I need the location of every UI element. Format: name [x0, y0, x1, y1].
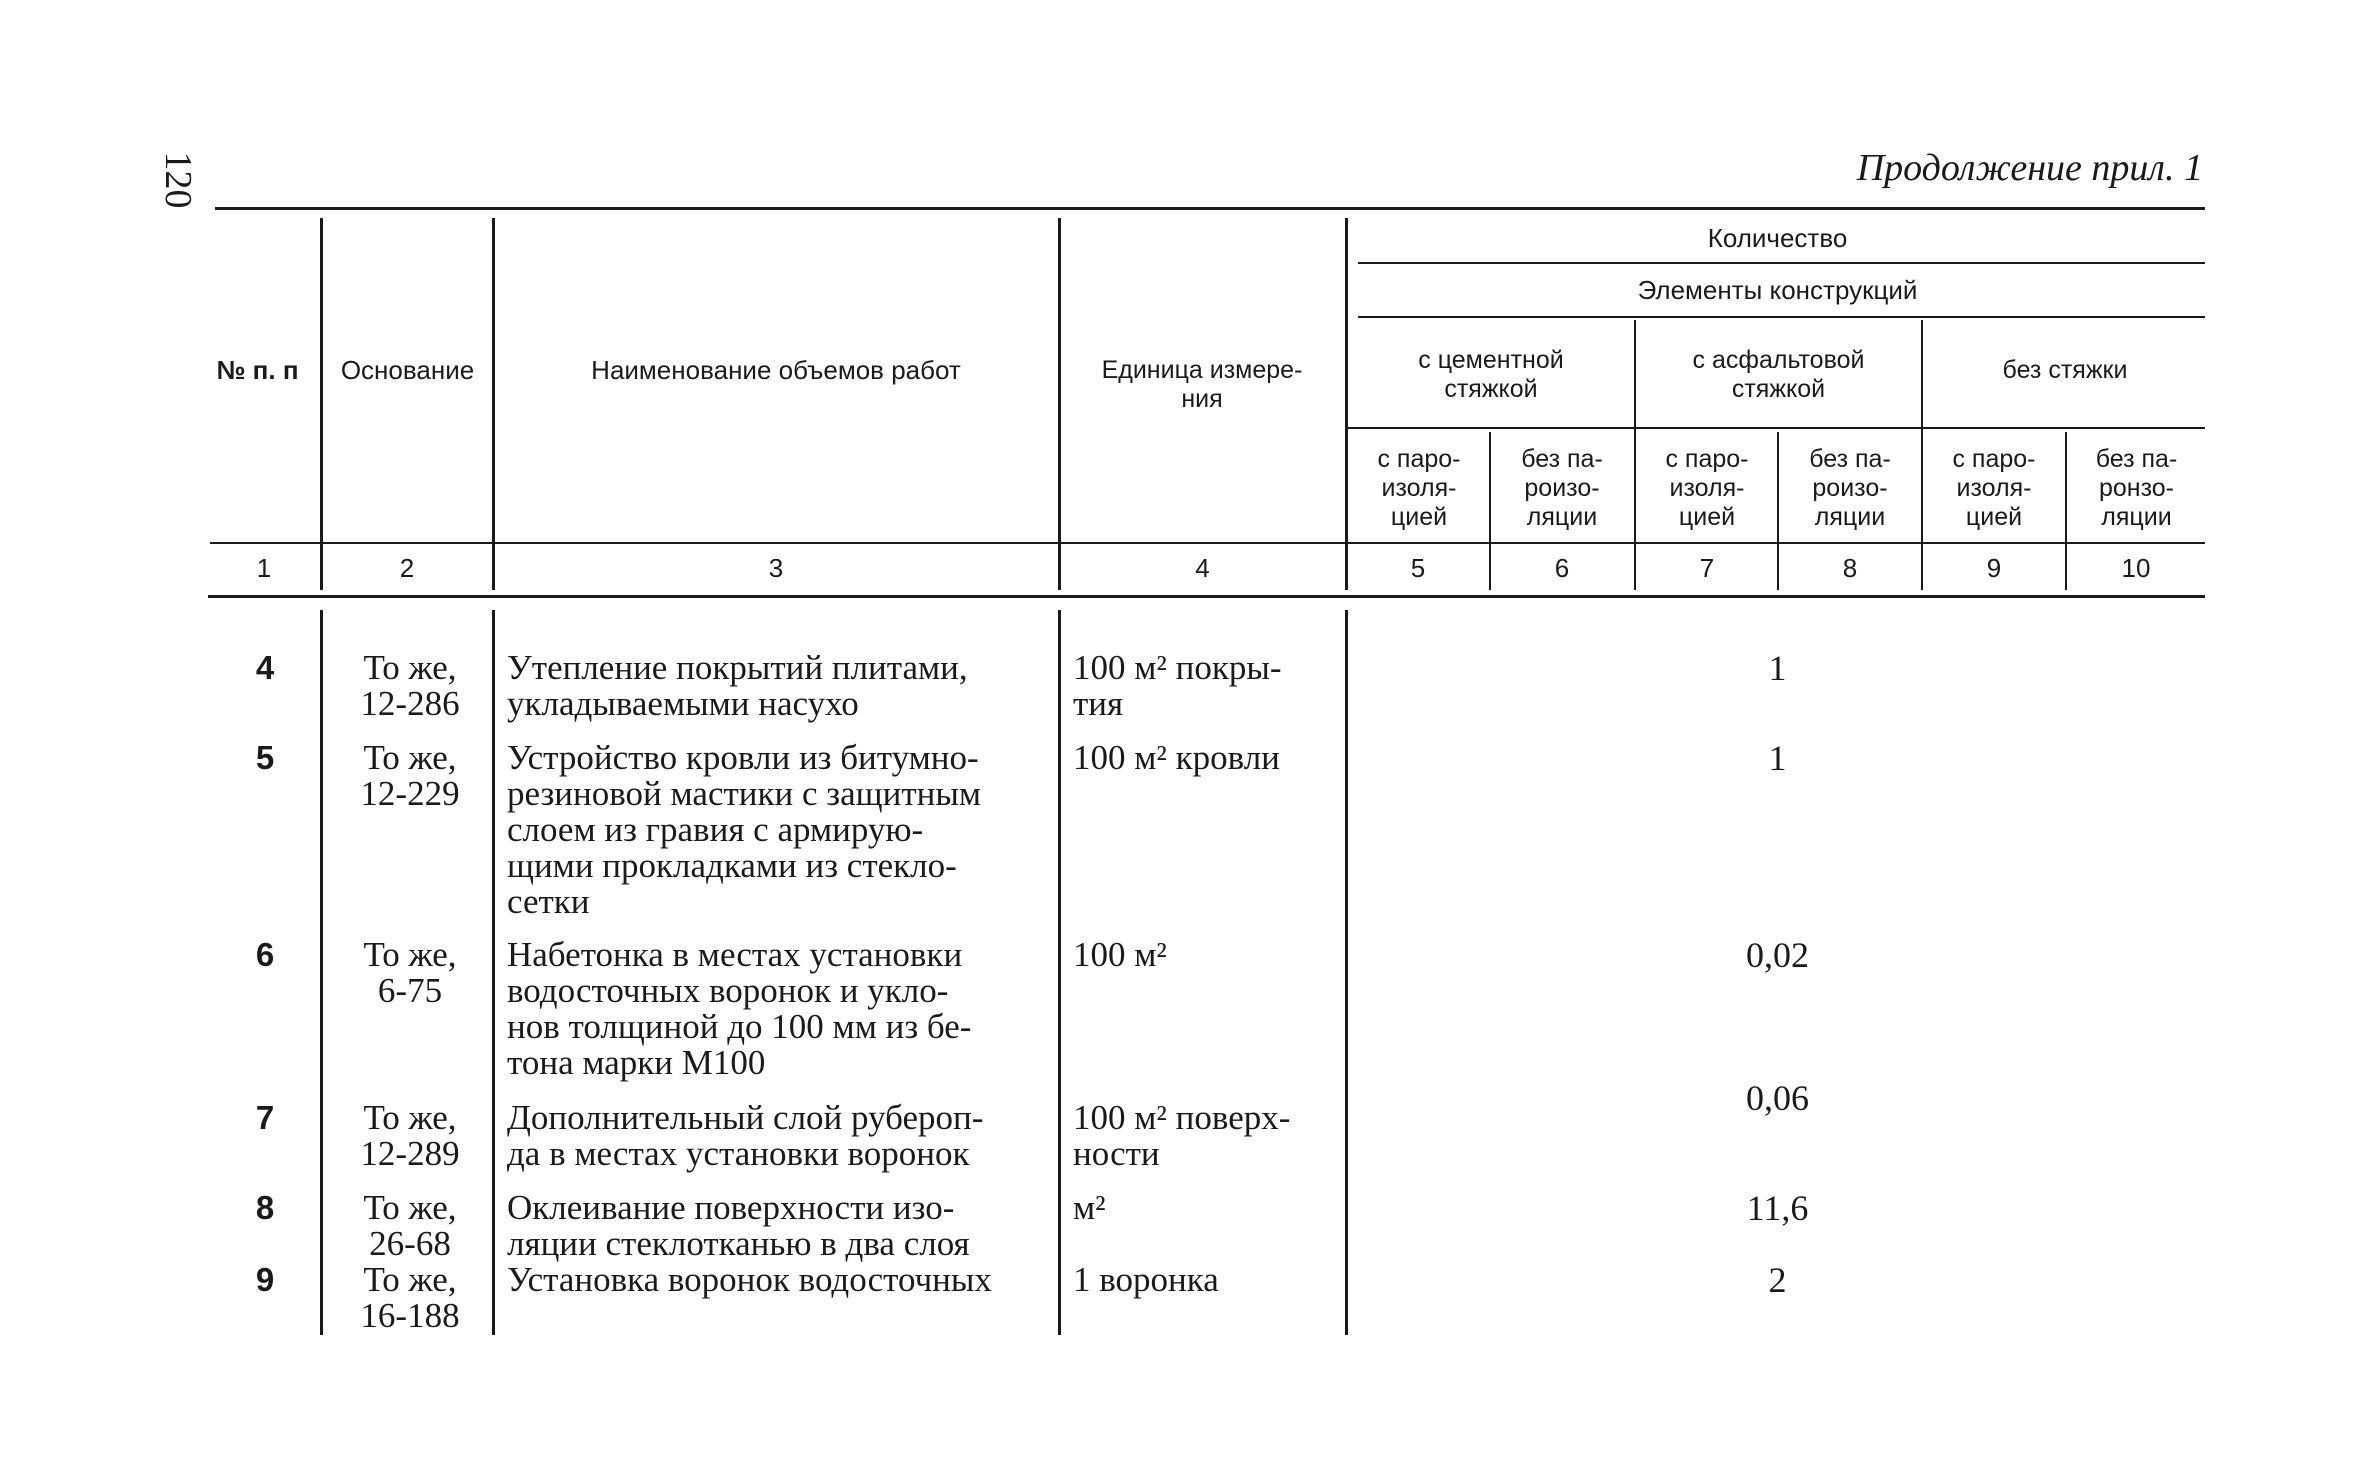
- row-basis: То же, 12-286: [360, 648, 460, 723]
- header-sub-10: без па- ронзо- ляции: [2095, 444, 2178, 531]
- row-quantity: 0,06: [1746, 1078, 1809, 1118]
- col-number-8: 8: [1842, 553, 1858, 583]
- row-basis: То же, 6-75: [363, 935, 457, 1010]
- row-number: 9: [255, 1261, 275, 1298]
- header-group-cement: с цементной стяжкой: [1418, 346, 1564, 403]
- row-unit: 100 м² кровли: [1073, 738, 1280, 777]
- page-number: 120: [157, 151, 199, 209]
- header-sub-6: без па- роизо- ляции: [1521, 444, 1603, 531]
- header-vline-2: [320, 218, 323, 590]
- row-work-name: Устройство кровли из битумно- резиновой мастики с защитным слоем из гравия с армирую- щими прокладками из стекло- сетки: [507, 738, 982, 921]
- row-quantity: 1: [1768, 738, 1787, 778]
- header-vline-4: [1058, 218, 1061, 590]
- row-number: 6: [255, 936, 275, 973]
- row-quantity: 11,6: [1746, 1188, 1809, 1228]
- body-vline-3: [492, 610, 495, 1335]
- header-vline-sub-8: [1777, 432, 1779, 590]
- row-number: 7: [255, 1099, 275, 1136]
- header-vline-group-2: [1634, 320, 1636, 590]
- row-work-name: Дополнительный слой рубероп- да в местах установки воронок: [507, 1098, 984, 1173]
- row-quantity: 0,02: [1746, 935, 1809, 975]
- header-quantity: Количество: [1707, 223, 1848, 253]
- row-basis: То же, 12-229: [360, 738, 460, 813]
- row-quantity: 1: [1768, 648, 1787, 688]
- row-basis: То же, 12-289: [360, 1098, 460, 1173]
- row-number: 8: [255, 1189, 275, 1226]
- row-quantity: 2: [1768, 1260, 1787, 1300]
- col-number-2: 2: [399, 553, 415, 583]
- row-unit: 1 воронка: [1073, 1260, 1219, 1299]
- header-col-num: № п. п: [216, 355, 299, 385]
- row-work-name: Установка воронок водосточных: [507, 1260, 992, 1299]
- col-number-9: 9: [1986, 553, 2002, 583]
- col-number-4: 4: [1195, 553, 1210, 583]
- header-group-no-screed: без стяжки: [2002, 355, 2128, 384]
- row-work-name: Набетонка в местах установки водосточных воронок и укло- нов толщиной до 100 мм из бе- тона марки М100: [507, 935, 972, 1082]
- col-number-7: 7: [1699, 553, 1715, 583]
- header-sub-7: с паро- изоля- цией: [1665, 444, 1749, 531]
- row-unit: 100 м² поверх- ности: [1073, 1098, 1291, 1173]
- col-number-5: 5: [1410, 553, 1426, 583]
- row-number: 5: [255, 739, 275, 776]
- row-unit: м²: [1073, 1188, 1106, 1227]
- header-col-name: Наименование объемов работ: [591, 355, 961, 385]
- rule-under-numbers: [208, 595, 2205, 598]
- row-work-name: Утепление покрытий плитами, укладываемыми насухо: [507, 648, 968, 723]
- rule-under-header: [210, 542, 2205, 544]
- row-unit: 100 м² покры- тия: [1073, 648, 1282, 723]
- header-sub-8: без па- роизо- ляции: [1809, 444, 1891, 531]
- rule-under-quantity: [1358, 262, 2205, 264]
- rule-under-groups: [1345, 427, 2205, 429]
- row-unit: 100 м²: [1073, 935, 1167, 974]
- col-number-6: 6: [1554, 553, 1570, 583]
- header-col-basis: Основание: [340, 355, 475, 385]
- col-number-10: 10: [2121, 553, 2151, 583]
- header-vline-5: [1345, 218, 1348, 590]
- header-elements: Элементы конструкций: [1637, 275, 1918, 305]
- header-vline-3: [492, 218, 495, 590]
- continuation-title: Продолжение прил. 1: [1856, 147, 2203, 189]
- row-work-name: Оклеивание поверхности изо- ляции стеклотканью в два слоя: [507, 1188, 970, 1263]
- body-vline-2: [320, 610, 323, 1335]
- body-vline-4: [1058, 610, 1061, 1335]
- row-basis: То же, 26-68: [363, 1188, 457, 1263]
- col-number-3: 3: [768, 553, 784, 583]
- header-sub-5: с паро- изоля- цией: [1377, 444, 1461, 531]
- rule-under-elements: [1358, 316, 2205, 318]
- header-sub-9: с паро- изоля- цией: [1952, 444, 2036, 531]
- row-basis: То же, 16-188: [360, 1260, 460, 1335]
- row-number: 4: [255, 649, 275, 686]
- header-top-rule: [215, 207, 2205, 210]
- col-number-1: 1: [256, 553, 272, 583]
- header-vline-group-3: [1921, 320, 1923, 590]
- header-group-asphalt: с асфальтовой стяжкой: [1692, 346, 1865, 403]
- header-col-unit: Единица измере- ния: [1101, 356, 1303, 413]
- body-vline-5: [1345, 610, 1348, 1335]
